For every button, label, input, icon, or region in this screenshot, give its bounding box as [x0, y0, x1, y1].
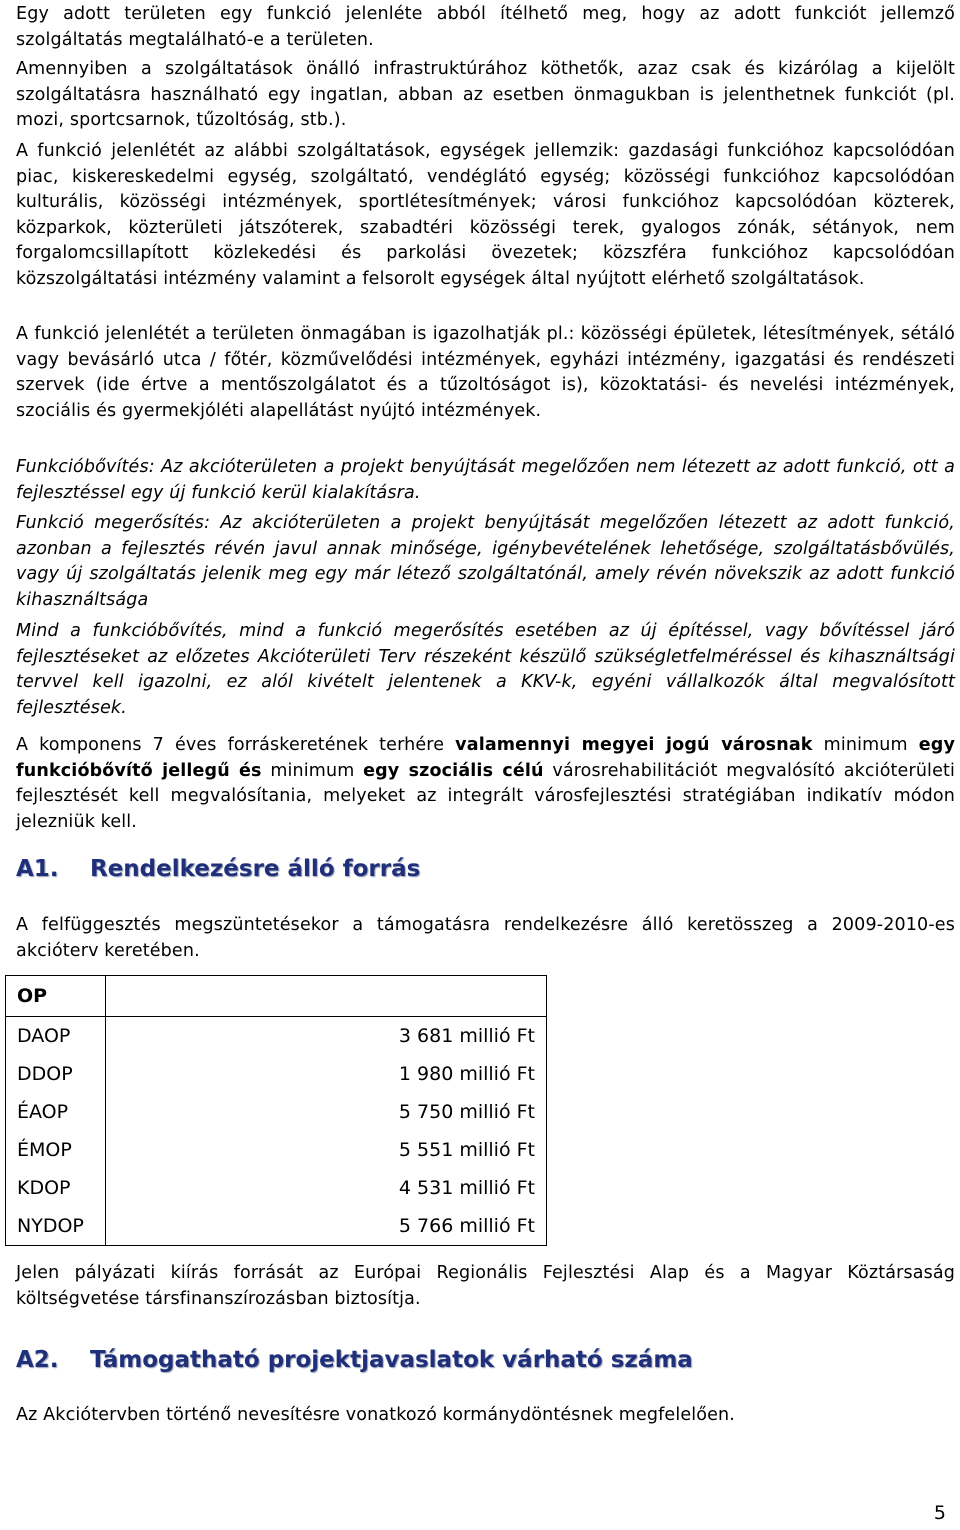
op-budget-table — [5, 975, 547, 1246]
table-row — [6, 1207, 547, 1246]
table-cell-op: DDOP — [6, 1055, 106, 1093]
text-segment: A komponens 7 éves forráskeretének terhére — [16, 735, 456, 755]
table-header-op: OP — [6, 976, 106, 1017]
table-cell-op: DAOP — [6, 1017, 106, 1056]
table-cell-op: ÉMOP — [6, 1131, 106, 1169]
table-cell-op: ÉAOP — [6, 1093, 106, 1131]
text-segment: városrehabilitációt megvalósító akcióterületi fejlesztését kell megvalósítania, melyeket az integrált városfejlesztési stratégiában indikatív módon jelezniük kell. — [16, 760, 956, 832]
table-header-row — [6, 976, 547, 1017]
table-cell-amount: 4 531 millió Ft — [106, 1169, 547, 1207]
heading-a1 — [16, 856, 955, 882]
table-row — [6, 1131, 547, 1169]
paragraph-both-cases: Mind a funkcióbővítés, mind a funkció megerősítés esetében az új építéssel, vagy bővítéssel járó fejlesztéseket az előzetes Akcióterületi Terv részeként készülő szükségletfelméréssel és kihasználtsági tervvel kell igazolni, ez alól kivételt jelentenek a KKV-k, egyéni vállalkozók által megvalósított fejlesztések. — [16, 621, 955, 718]
table-cell-amount: 3 681 millió Ft — [106, 1017, 547, 1056]
paragraph-government-decision: Az Akciótervben történő nevesítésre vonatkozó kormánydöntésnek megfelelően. — [16, 1405, 735, 1425]
table-row — [6, 1093, 547, 1131]
paragraph-function-extension: Funkcióbővítés: Az akcióterületen a projekt benyújtását megelőzően nem létezett az adott funkció, ott a fejlesztéssel egy új funkció kerül kialakításra. — [16, 457, 955, 503]
table-header-empty — [106, 976, 547, 1017]
page-number: 5 — [933, 1502, 946, 1524]
paragraph-function-services: A funkció jelenlétét az alábbi szolgáltatások, egységek jellemzik: gazdasági funkcióhoz kapcsolódóan piac, kiskereskedelmi egység, szolgáltató, vendéglátó egység; közösségi funkcióhoz kapcsolódóan kulturális, közösségi intézmények, sportlétesítmények; városi funkcióhoz kapcsolódóan közterek, közparkok, közterületi játszóterek, szabadtéri közösségi terek, gyalogos zónák, sétányok, nem forgalomcsillapított közlekedési és parkolási övezetek; közszféra funkcióhoz kapcsolódóan közszolgáltatási intézmény valamint a felsorolt egységek által nyújtott elérhető szolgáltatások. — [16, 141, 955, 289]
heading-a2 — [16, 1347, 955, 1373]
paragraph-independent-infrastructure: Amennyiben a szolgáltatások önálló infrastruktúrához köthetők, azaz csak és kizárólag a kijelölt szolgáltatásra használható egy ingatlan, abban az esetben önmagukban is jelenthetnek funkciót (pl. mozi, sportcsarnok, tűzoltóság, stb.). — [16, 59, 955, 130]
table-cell-op: KDOP — [6, 1169, 106, 1207]
table-cell-amount: 5 551 millió Ft — [106, 1131, 547, 1169]
table-cell-amount: 5 766 millió Ft — [106, 1207, 547, 1246]
heading-a1-number: A1. — [16, 856, 59, 882]
paragraph-funding-source: Jelen pályázati kiírás forrását az Európai Regionális Fejlesztési Alap és a Magyar Köztársaság költségvetése társfinanszírozásban biztosítja. — [16, 1263, 955, 1309]
paragraph-component-requirement — [16, 733, 955, 835]
heading-a2-number: A2. — [16, 1347, 59, 1373]
text-segment: minimum — [261, 760, 364, 781]
heading-a1-title: Rendelkezésre álló forrás — [90, 856, 421, 882]
table-row — [6, 1169, 547, 1207]
table-cell-amount: 5 750 millió Ft — [106, 1093, 547, 1131]
paragraph-available-budget: A felfüggesztés megszüntetésekor a támogatásra rendelkezésre álló keretösszeg a 2009-2010-es akcióterv keretében. — [16, 915, 955, 961]
bold-segment-extension: egy funkcióbővítő jellegű és — [16, 735, 956, 781]
bold-segment-cities: valamennyi megyei jogú városnak — [455, 735, 813, 755]
table-cell-amount: 1 980 millió Ft — [106, 1055, 547, 1093]
table-row — [6, 1055, 547, 1093]
text-segment: minimum — [812, 735, 919, 755]
paragraph-function-proof: A funkció jelenlétét a területen önmagában is igazolhatják pl.: közösségi épületek, létesítmények, sétáló vagy bevásárló utca / főtér, közművelődési intézmények, egyházi intézmény, igazgatási és rendészeti szervek (ide értve a mentőszolgálatot és a tűzoltóságot is), közoktatási- és nevelési intézmények, szociális és gyermekjóléti alapellátást nyújtó intézmények. — [16, 324, 955, 421]
paragraph-function-strengthening: Funkció megerősítés: Az akcióterületen a projekt benyújtását megelőzően létezett az adott funkció, azonban a fejlesztés révén javul annak minősége, igénybevételének lehetősége, szolgáltatásbővülés, vagy új szolgáltatás jelenik meg egy már létező szolgáltatónál, amely révén növekszik az adott funkció kihasználtsága — [16, 513, 955, 610]
bold-segment-social: egy szociális célú — [363, 760, 544, 781]
heading-a2-title: Támogatható projektjavaslatok várható száma — [90, 1347, 693, 1373]
table-cell-op: NYDOP — [6, 1207, 106, 1246]
paragraph-function-presence: Egy adott területen egy funkció jelenléte abból ítélhető meg, hogy az adott funkciót jellemző szolgáltatás megtalálható-e a területen. — [16, 4, 955, 50]
table-row — [6, 1017, 547, 1056]
